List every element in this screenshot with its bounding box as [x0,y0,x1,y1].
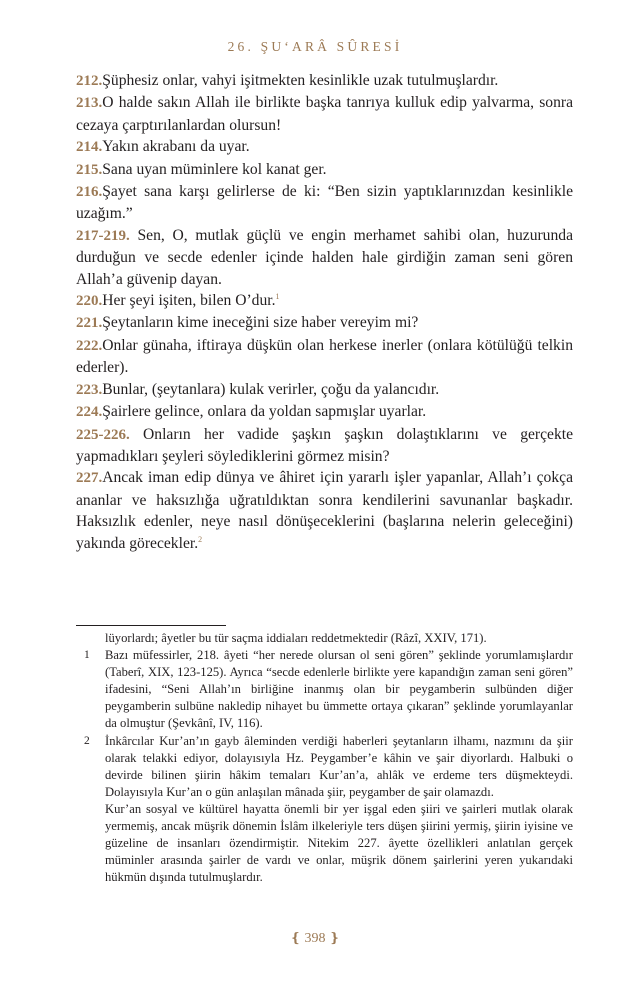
verse-text: Şairlere gelince, onlara da yoldan sapmışlar uyarlar. [102,403,427,421]
page-footer [0,930,630,947]
verse-number: 227. [76,470,103,487]
footnote-ref-2[interactable]: 2 [198,534,203,544]
page-number: 398 [304,931,326,946]
verse-217-219 [76,225,573,290]
footnote-continued: lüyorlardı; âyetler bu tür saçma iddiaları reddetmektedir (Râzî, XXIV, 171). [105,631,487,645]
footnote-ref-1[interactable]: 1 [275,291,280,301]
left-ornament-icon: ❴ [290,930,301,945]
footnote-2-continued: Kur’an sosyal ve kültürel hayatta önemli bir yer işgal eden şiiri ve şairleri mutlak olarak yermemiş, ancak müşrik dönemin İslâm ilkeleriyle ters düşen şiirini yermiş, şiirin iyisine ve güzeline de insanları özendirmiştir. Nitekim 227. âyette özellikleri anlatılan gerçek müminler arasında şairler de vardı ve onlar, müşrik dönem şairlerini yeren yukarıdaki hükmün dışında tutulmuşlardır. [105,801,573,885]
verse-number: 212. [76,73,103,89]
verse-text: O halde sakın Allah ile birlikte başka tanrıya kulluk edip yalvarma, sonra cezaya çarptırılanlardan olursun! [76,94,573,134]
verse-number: 224. [76,404,103,421]
verse-text: Her şeyi işiten, bilen O’dur. [102,292,276,310]
verse-227 [76,467,573,554]
verse-223 [76,379,573,401]
verse-214 [76,136,573,158]
verse-text: Bunlar, (şeytanlara) kulak verirler, çoğu da yalancıdır. [102,380,440,398]
verse-number: 225-226. [76,426,130,443]
verse-213 [76,92,573,136]
footnote-number: 2 [84,734,90,747]
verse-222 [76,335,573,379]
verse-number: 223. [76,381,103,398]
verse-number: 213. [76,95,103,112]
verse-224 [76,401,573,423]
footnote-2 [76,733,573,801]
verse-number: 220. [76,293,103,310]
verse-text: Onlar günaha, iftiraya düşkün olan herkese inerler (onlara kötülüğü telkin ederler). [76,336,573,377]
verse-225-226 [76,424,573,468]
verse-text: Şeytanların kime ineceğini size haber vereyim mi? [102,314,419,332]
verse-number: 222. [76,337,103,354]
footnotes [76,630,573,886]
verse-text: Onların her vadide şaşkın şaşkın dolaştıklarını ve gerçekte yapmadıkları şeyleri söylediklerini görmez misin? [76,425,573,465]
verse-list [76,70,573,554]
verse-number: 215. [76,161,103,178]
verse-text: Ancak iman edip dünya ve âhiret için yararlı işler yapanlar, Allah’ı çokça ananlar ve haksızlığa uğratıldıktan sonra kendilerini savunanlar başkadır. Haksızlık edenler, neye nasıl dönüşeceklerini (başlarına nelerin geleceğini) yakında görecekler. [76,469,573,552]
footnote-1 [76,647,573,732]
verse-text: Sen, O, mutlak güçlü ve engin merhamet sahibi olan, huzurunda durduğun ve secde edenler içinde halden hale girdiğin zaman seni gören Allah’a güvenip dayan. [76,226,573,288]
verse-220 [76,290,573,312]
verse-212 [76,70,573,92]
verse-number: 221. [76,315,103,332]
verse-221 [76,312,573,334]
verse-text: Sana uyan müminlere kol kanat ger. [102,160,327,178]
footnote-number: 1 [84,649,90,662]
verse-216 [76,181,573,225]
verse-number: 216. [76,184,103,201]
page-header: 26. ŞU‘ARÂ SÛRESİ [227,39,403,54]
verse-text: Şayet sana karşı gelirlerse de ki: “Ben sizin yaptıklarınızdan kesinlikle uzağım.” [76,183,573,223]
verse-text: Şüphesiz onlar, vahyi işitmekten kesinlikle uzak tutulmuşlardır. [102,72,499,89]
verse-215 [76,159,573,181]
verse-text: Yakın akrabanı da uyar. [102,138,250,156]
verse-number: 217-219. [76,227,130,244]
footnote-text: Bazı müfessirler, 218. âyeti “her nerede olursan ol seni gören” şeklinde yorumlamışlardır (Taberî, XIX, 123-125). Ayrıca “secde edenlerle birlikte yere kapandığın zaman seni gören” ifadesini, “Seni Allah’ın birliğine inanmış olan bir peygamberin sulbünden diğer peygamberin sulbüne nakledip nihayet bu ümmette ortaya çıkaran” şeklinde yorumlayanlar da olmuştur (Şevkânî, IV, 116). [105,648,573,731]
footnote-text: İnkârcılar Kur’an’ın gayb âleminden verdiği haberleri şeytanların ilhamı, nazmını da şiir olarak telakki ediyor, dolayısıyla Hz. Peygamber’e kâhin ve şair diyorlardı. Halbuki o devirde bilinen şiirin hâkim temaları Kur’an’a, ahlâk ve erdeme ters düşmekteydi. Dolayısıyla Kur’an o gün anlaşılan mânada şiir, peygamber de şair olamazdı. [105,733,573,799]
footnote-divider [76,625,226,626]
verse-number: 214. [76,139,103,156]
right-ornament-icon: ❵ [329,930,340,945]
